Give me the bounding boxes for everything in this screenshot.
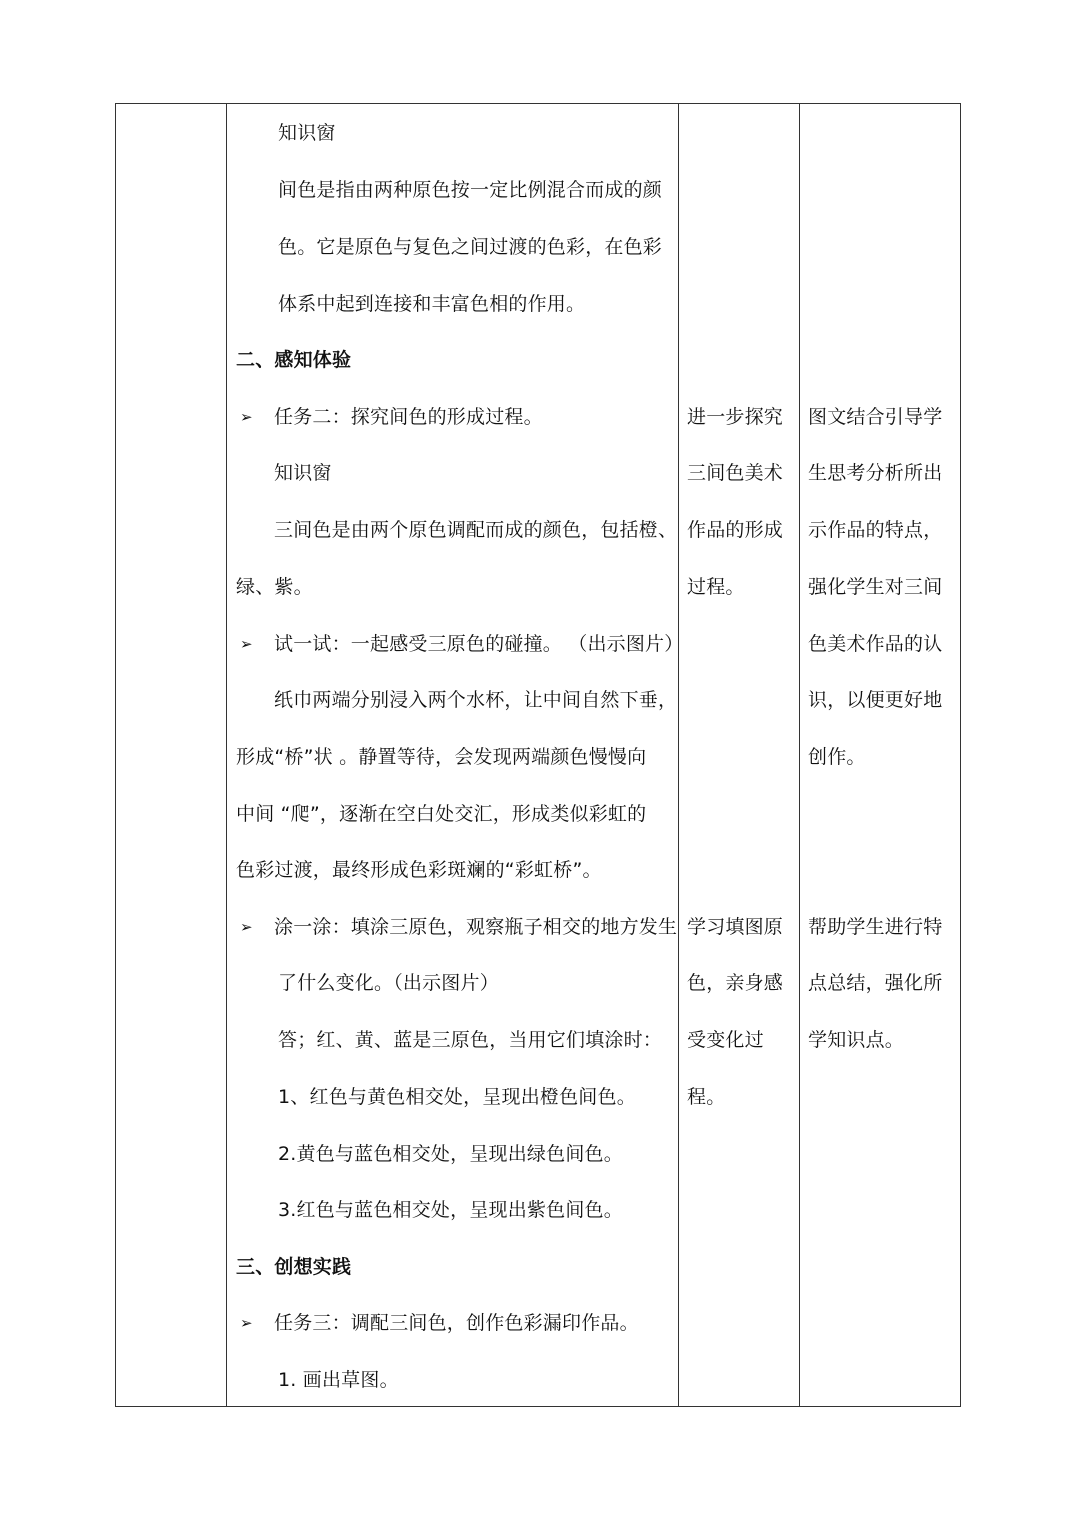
student-activity-line: 进一步探究 xyxy=(687,406,784,428)
knowledge-text-line: 间色是指由两种原色按一定比例混合而成的颜 xyxy=(278,179,663,201)
activity-text-line: 中间 “爬”，逐渐在空白处交汇，形成类似彩虹的 xyxy=(236,803,647,825)
student-activity-line: 学习填图原 xyxy=(687,916,784,938)
student-activity-line: 作品的形成 xyxy=(687,519,784,541)
student-activity-line: 色，亲身感 xyxy=(687,972,784,994)
student-activity-line: 程。 xyxy=(687,1086,726,1108)
activity-item: 试一试：一起感受三原色的碰撞。 （出示图片） xyxy=(274,633,684,655)
design-intent-line: 点总结，强化所 xyxy=(808,972,943,994)
student-activity-line: 受变化过 xyxy=(687,1029,764,1051)
column-divider xyxy=(799,104,800,1406)
answer-line: 2.黄色与蓝色相交处，呈现出绿色间色。 xyxy=(278,1143,623,1165)
design-intent-line: 生思考分析所出 xyxy=(808,462,943,484)
column-divider xyxy=(226,104,227,1406)
design-intent-line: 强化学生对三间 xyxy=(808,576,943,598)
knowledge-text-line: 体系中起到连接和丰富色相的作用。 xyxy=(278,293,586,315)
design-intent-line: 学知识点。 xyxy=(808,1029,905,1051)
design-intent-line: 帮助学生进行特 xyxy=(808,916,943,938)
knowledge-window-title: 知识窗 xyxy=(274,462,332,484)
activity-text-line: 纸巾两端分别浸入两个水杯，让中间自然下垂， xyxy=(274,689,678,711)
bullet-arrow-icon: ➢ xyxy=(240,635,253,653)
knowledge-text-line: 色。它是原色与复色之间过渡的色彩，在色彩 xyxy=(278,236,663,258)
bullet-arrow-icon: ➢ xyxy=(240,1314,253,1332)
design-intent-line: 示作品的特点， xyxy=(808,519,943,541)
section-heading: 二、感知体验 xyxy=(236,349,352,371)
section-heading: 三、创想实践 xyxy=(236,1256,352,1278)
task-item: 任务三：调配三间色，创作色彩漏印作品。 xyxy=(274,1312,639,1334)
activity-item: 涂一涂：填涂三原色，观察瓶子相交的地方发生 xyxy=(274,916,678,938)
knowledge-text-line: 三间色是由两个原色调配而成的颜色，包括橙、 xyxy=(274,519,678,541)
design-intent-line: 创作。 xyxy=(808,746,866,768)
student-activity-line: 三间色美术 xyxy=(687,462,784,484)
knowledge-text-line: 绿、紫。 xyxy=(236,576,313,598)
column-divider xyxy=(678,104,679,1406)
student-activity-line: 过程。 xyxy=(687,576,745,598)
answer-line: 3.红色与蓝色相交处，呈现出紫色间色。 xyxy=(278,1199,623,1221)
design-intent-line: 图文结合引导学 xyxy=(808,406,943,428)
step-item: 1. 画出草图。 xyxy=(278,1369,399,1391)
activity-text-line: 色彩过渡，最终形成色彩斑斓的“彩虹桥”。 xyxy=(236,859,602,881)
design-intent-line: 色美术作品的认 xyxy=(808,633,943,655)
bullet-arrow-icon: ➢ xyxy=(240,918,253,936)
activity-text-line: 了什么变化。（出示图片） xyxy=(278,972,499,994)
knowledge-window-title: 知识窗 xyxy=(278,122,336,144)
design-intent-line: 识，以便更好地 xyxy=(808,689,943,711)
bullet-arrow-icon: ➢ xyxy=(240,408,253,426)
task-item: 任务二：探究间色的形成过程。 xyxy=(274,406,543,428)
answer-line: 答；红、黄、蓝是三原色，当用它们填涂时： xyxy=(278,1029,663,1051)
activity-text-line: 形成“桥”状 。静置等待，会发现两端颜色慢慢向 xyxy=(236,746,647,768)
answer-line: 1、红色与黄色相交处，呈现出橙色间色。 xyxy=(278,1086,636,1108)
